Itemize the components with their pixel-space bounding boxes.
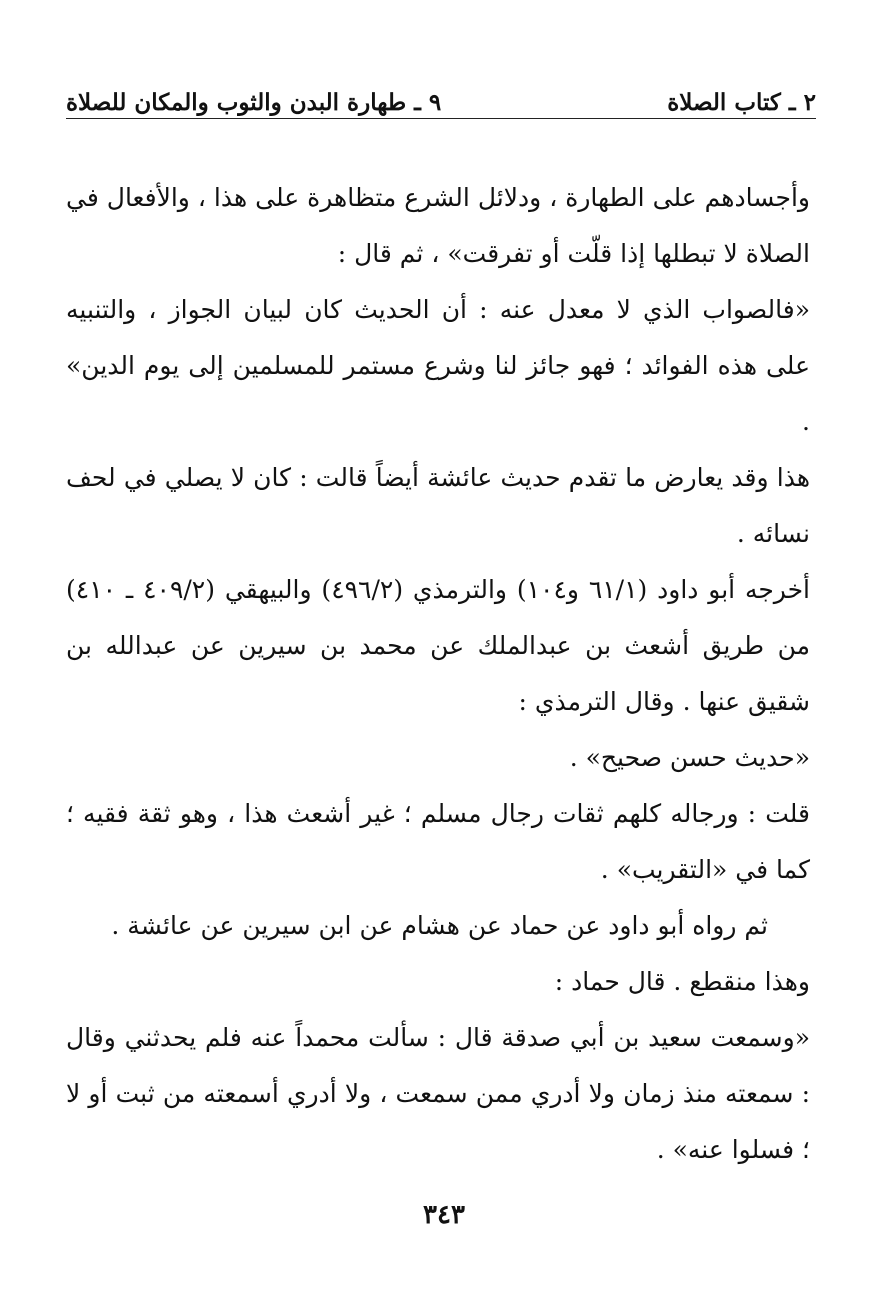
section-title: ٩ ـ طهارة البدن والثوب والمكان للصلاة	[66, 89, 442, 116]
page-number: ٣٤٣	[423, 1200, 465, 1230]
running-header	[66, 78, 816, 116]
paragraph-tirmidhi-grade: «حديث حسن صحيح» .	[569, 743, 810, 772]
paragraph-takhrij: أخرجه أبو داود (٦١/١ و١٠٤) والترمذي (٤٩٦/٢) والبيهقي (٤٠٩/٢ ـ ٤١٠) من طريق أشعث بن عبدالملك عن محمد بن سيرين عن عبدالله بن شقيق عنها . وقال الترمذي :	[66, 575, 811, 716]
body-text	[66, 170, 810, 1178]
paragraph-abu-dawud-chain: ثم رواه أبو داود عن حماد عن هشام عن ابن سيرين عن عائشة .	[111, 911, 768, 940]
paragraph-author-comment: قلت : ورجاله كلهم ثقات رجال مسلم ؛ غير أشعث هذا ، وهو ثقة فقيه ؛ كما في «التقريب» .	[66, 799, 810, 884]
paragraph-aisha-hadith: هذا وقد يعارض ما تقدم حديث عائشة أيضاً قالت : كان لا يصلي في لحف نسائه .	[66, 463, 810, 548]
paragraph-quote-nawawi: «فالصواب الذي لا معدل عنه : أن الحديث كان لبيان الجواز ، والتنبيه على هذه الفوائد ؛ فهو جائز لنا وشرع مستمر للمسلمين إلى يوم الدين» .	[66, 295, 810, 436]
header-divider	[66, 118, 816, 119]
chapter-title: ٢ ـ كتاب الصلاة	[667, 89, 816, 116]
paragraph-munqati: وهذا منقطع . قال حماد :	[554, 967, 810, 996]
paragraph-hammad-quote: «وسمعت سعيد بن أبي صدقة قال : سألت محمداً عنه فلم يحدثني وقال : سمعته منذ زمان ولا أدري ممن سمعت ، ولا أدري أسمعته من ثبت أو لا ؛ فسلوا عنه» .	[66, 1023, 810, 1164]
paragraph-continuation: وأجسادهم على الطهارة ، ودلائل الشرع متظاهرة على هذا ، والأفعال في الصلاة لا تبطلها إذا قلّت أو تفرقت» ، ثم قال :	[66, 183, 810, 268]
